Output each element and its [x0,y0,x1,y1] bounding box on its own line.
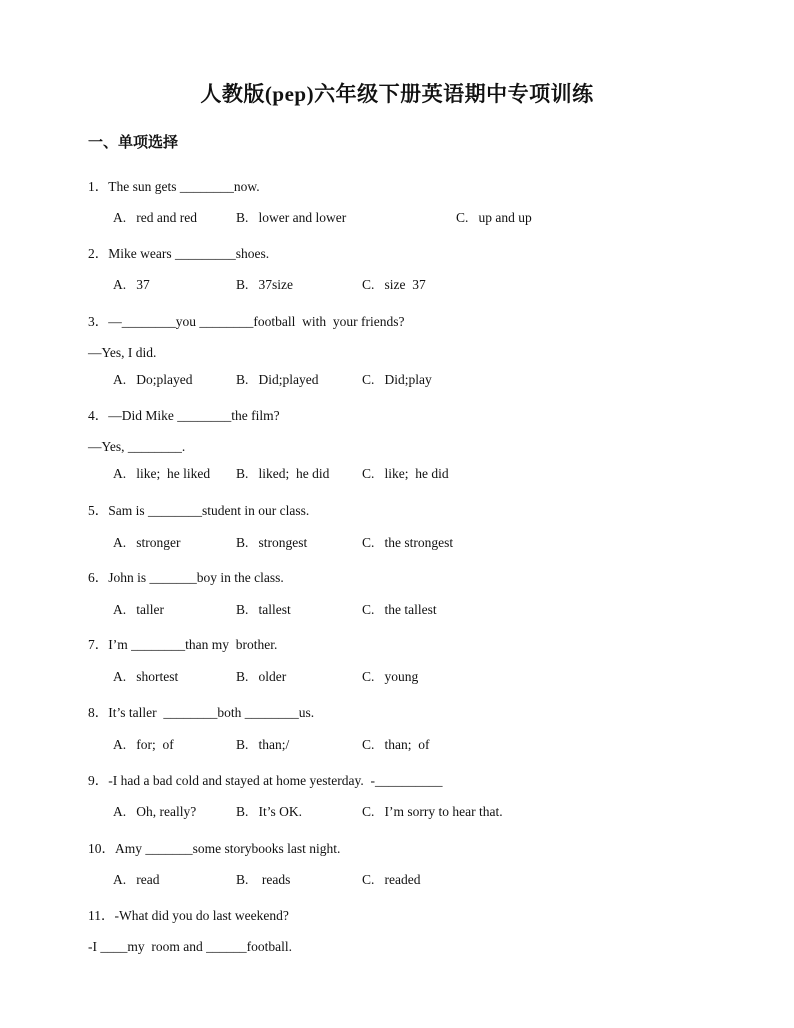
question-9: 9．-I had a bad cold and stayed at home yesterday. -__________ [88,773,443,788]
q4-option-c: C. like; he did [362,466,449,481]
q10-option-b: B. reads [236,872,291,887]
q3-option-c: C. Did;play [362,372,432,387]
question-6: 6．John is _______boy in the class. [88,570,284,585]
question-3: 3．—________you ________football with your friends? [88,314,405,329]
q1-option-a: A. red and red [113,210,197,225]
question-8: 8．It’s taller ________both ________us. [88,705,315,720]
q4-option-b: B. liked; he did [236,466,330,481]
question-4: 4．—Did Mike ________the film? [88,408,280,423]
page-title: 人教版(pep)六年级下册英语期中专项训练 [200,82,594,106]
q8-option-a: A. for; of [113,737,174,752]
q3-reply: —Yes, I did. [88,345,157,360]
q5-option-c: C. the strongest [362,535,454,550]
section-heading: 一、单项选择 [88,133,179,151]
q8-option-b: B. than;/ [236,737,290,752]
q2-option-b: B. 37size [236,277,293,292]
q9-option-a: A. Oh, really? [113,804,197,819]
q1-option-c: C. up and up [456,210,532,225]
q6-option-a: A. taller [113,602,164,617]
q10-option-c: C. readed [362,872,421,887]
q3-option-b: B. Did;played [236,372,319,387]
q2-option-a: A. 37 [113,277,150,292]
q5-option-a: A. stronger [113,535,181,550]
q7-option-b: B. older [236,669,287,684]
q11-reply: -I ____my room and ______football. [88,939,292,954]
question-2: 2．Mike wears _________shoes. [88,246,270,261]
question-10: 10．Amy _______some storybooks last night. [88,841,341,856]
q4-option-a: A. like; he liked [113,466,211,481]
q2-option-c: C. size 37 [362,277,426,292]
q3-option-a: A. Do;played [113,372,193,387]
q9-option-b: B. It’s OK. [236,804,303,819]
question-5: 5．Sam is ________student in our class. [88,503,310,518]
q7-option-c: C. young [362,669,419,684]
q1-option-b: B. lower and lower [236,210,347,225]
q9-option-c: C. I’m sorry to hear that. [362,804,503,819]
question-11: 11．-What did you do last weekend? [88,908,289,923]
question-1: 1．The sun gets ________now. [88,179,260,194]
q6-option-b: B. tallest [236,602,291,617]
q6-option-c: C. the tallest [362,602,437,617]
q8-option-c: C. than; of [362,737,430,752]
q10-option-a: A. read [113,872,160,887]
q7-option-a: A. shortest [113,669,179,684]
q5-option-b: B. strongest [236,535,308,550]
question-7: 7．I’m ________than my brother. [88,637,278,652]
q4-reply: —Yes, ________. [88,439,186,454]
